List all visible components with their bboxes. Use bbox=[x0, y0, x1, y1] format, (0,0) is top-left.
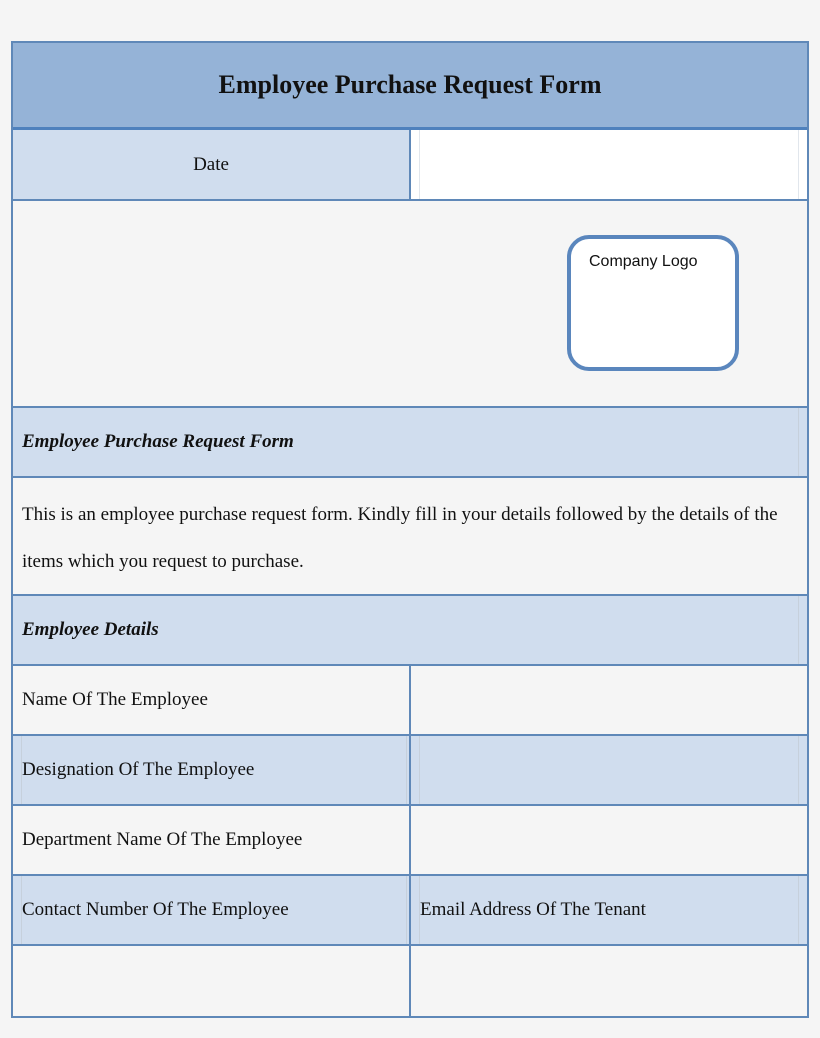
field-row-contact-email-values bbox=[13, 946, 807, 1016]
form-title: Employee Purchase Request Form bbox=[218, 70, 602, 99]
intro-section-header bbox=[13, 408, 807, 478]
employee-details-heading: Employee Details bbox=[22, 619, 159, 640]
company-logo-placeholder[interactable] bbox=[567, 235, 739, 371]
intro-description-row bbox=[13, 478, 807, 596]
email-address-label: Email Address Of The Tenant bbox=[411, 876, 807, 944]
employee-contact-input[interactable] bbox=[13, 946, 411, 1016]
employee-contact-label: Contact Number Of The Employee bbox=[13, 876, 411, 944]
date-label-cell bbox=[13, 130, 411, 199]
field-row-name bbox=[13, 666, 807, 736]
date-input[interactable] bbox=[411, 130, 807, 199]
form-title-bar bbox=[13, 43, 807, 130]
field-row-department bbox=[13, 806, 807, 876]
employee-department-label: Department Name Of The Employee bbox=[13, 806, 411, 874]
employee-name-label: Name Of The Employee bbox=[13, 666, 411, 734]
employee-department-input[interactable] bbox=[411, 806, 807, 874]
employee-details-header bbox=[13, 596, 807, 666]
field-row-designation bbox=[13, 736, 807, 806]
field-row-contact-email bbox=[13, 876, 807, 946]
employee-designation-label: Designation Of The Employee bbox=[13, 736, 411, 804]
date-row bbox=[13, 130, 807, 201]
employee-name-input[interactable] bbox=[411, 666, 807, 734]
intro-section-heading: Employee Purchase Request Form bbox=[22, 431, 294, 452]
company-logo-label: Company Logo bbox=[589, 253, 698, 270]
intro-description: This is an employee purchase request form. Kindly fill in your details followed by the details of the items which you request to purchase. bbox=[22, 504, 778, 572]
purchase-request-form bbox=[11, 41, 809, 1018]
date-label: Date bbox=[193, 153, 229, 175]
logo-row bbox=[13, 201, 807, 408]
employee-designation-input[interactable] bbox=[411, 736, 807, 804]
email-address-input[interactable] bbox=[411, 946, 807, 1016]
